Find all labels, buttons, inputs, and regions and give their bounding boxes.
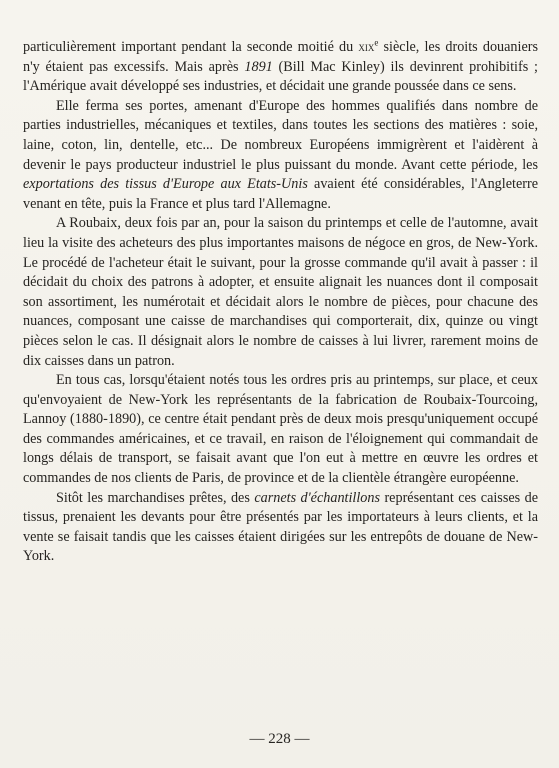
century-superscript: e	[374, 37, 379, 48]
paragraph-1-text-before: particulièrement important pendant la seconde moitié du	[23, 39, 359, 55]
body-text	[23, 38, 538, 567]
year-1891: 1891	[244, 58, 273, 75]
century-numeral: xix	[358, 40, 375, 54]
paragraph-1	[23, 38, 538, 97]
paragraph-2-italic: exportations des tissus d'Europe aux Etats-Unis	[23, 176, 308, 193]
paragraph-5-text-before: Sitôt les marchandises prêtes, des	[56, 489, 255, 506]
paragraph-2	[23, 97, 538, 215]
paragraph-1-text-after: (Bill Mac Kinley) ils devinrent prohibitifs ; l'Amérique avait développé ses industries, et décidait une grande poussée dans ce sens.	[23, 58, 538, 95]
paragraph-4: En tous cas, lorsqu'étaient notés tous les ordres pris au printemps, sur place, et ceux qu'envoyaient de New-York les représentants de la fabrication de Roubaix-Tourcoing, Lannoy (1880-1890), ce centre était pendant près de deux mois presqu'uniquement occupé des commandes américaines, et ce travail, en raison de l'éloignement qui commandait de longs délais de transport, se faisait avant que l'on eut à mettre en œuvre les ordres et commandes de nos clients de Paris, de province et de la clientèle étrangère européenne.	[23, 372, 538, 487]
page-number: — 228 —	[249, 731, 310, 747]
paragraph-5	[23, 489, 538, 567]
paragraph-2-text-after: avaient été considérables, l'Angleterre venant en tête, puis la France et plus tard l'Allemagne.	[23, 176, 538, 212]
paragraph-3: A Roubaix, deux fois par an, pour la saison du printemps et celle de l'automne, avait lieu la visite des acheteurs des plus importantes maisons de négoce en gros, de New-York. Le procédé de l'acheteur était le suivant, pour la grosse commande qu'il avait à passer : il décidait du choix des patrons à adopter, et ensuite alignait les nuances dont il composait son assortiment, les numérotait et décidait alors le nombre de pièces, pour chacune des nuances, composant une caisse de marchandises qui comporterait, dix, quinze ou vingt pièces selon le cas. Il désignait alors le nombre de caisses à lui livrer, rarement moins de dix caisses dans un patron.	[23, 215, 538, 369]
paragraph-1-text-mid: siècle, les droits douaniers n'y étaient pas excessifs. Mais après	[23, 39, 539, 75]
paragraph-5-text-after: représentant ces caisses de tissus, prenaient les devants pour être présentés par les importateurs à leurs clients, et la vente se faisait tandis que les caisses étaient dirigées sur les entrepôts de douane de New-York.	[23, 489, 538, 565]
paragraph-2-text-before: Elle ferma ses portes, amenant d'Europe des hommes qualifiés dans nombre de parties industrielles, mécaniques et textiles, dans toutes les sections des matières : soie, laine, coton, lin, dentelle, etc... De nombreux Européens immigrèrent et l'aidèrent à devenir le pays producteur industriel le plus puissant du monde. Avant cette période, les	[23, 97, 538, 173]
paragraph-5-italic: carnets d'échantillons	[254, 489, 381, 506]
